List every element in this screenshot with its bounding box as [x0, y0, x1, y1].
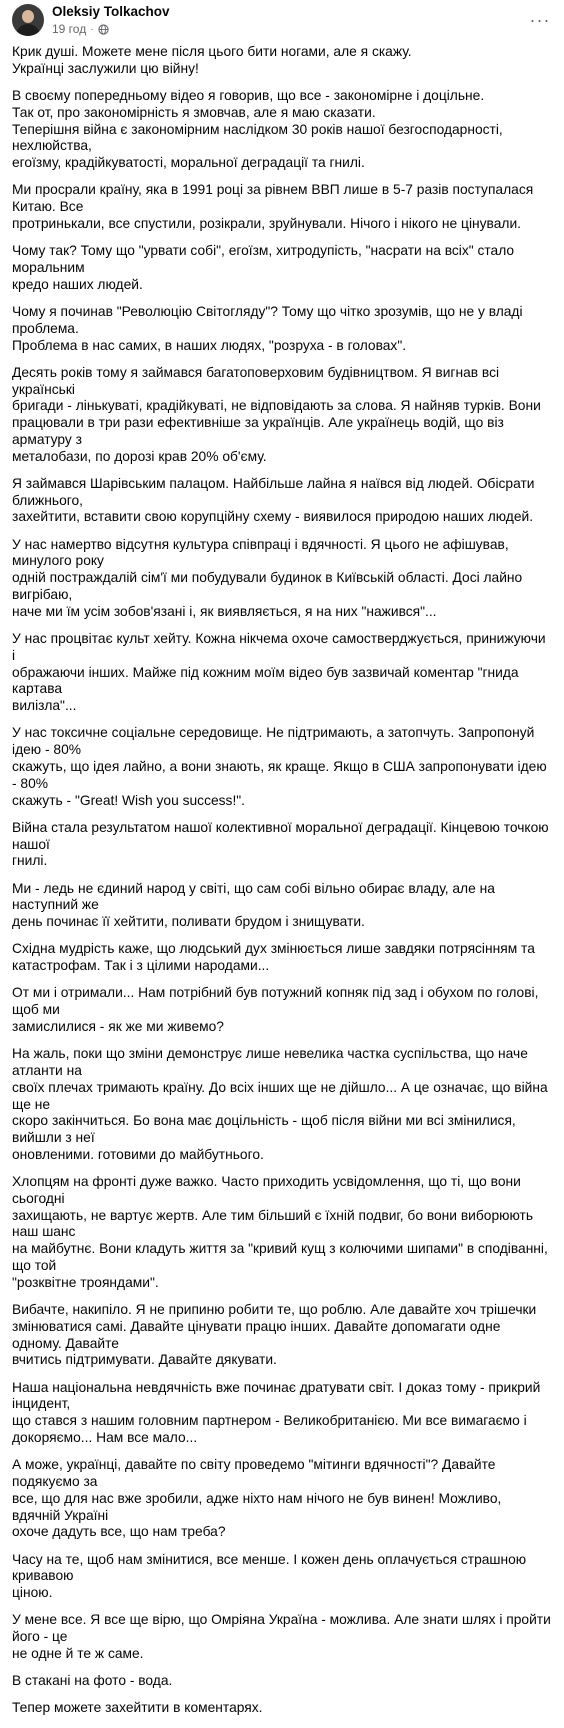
- author-name[interactable]: Oleksiy Tolkachov: [52, 4, 170, 19]
- post-paragraph: [12, 1700, 552, 1717]
- meta-separator: ·: [90, 23, 94, 35]
- post-line: захищають, не вартує жертв. Але тим більший є їхній подвиг, бо вони виборюють наш шанс: [12, 1207, 534, 1240]
- post-line: В своєму попередньому відео я говорив, що все - закономірне і доцільне.: [12, 87, 485, 103]
- post-paragraph: [12, 476, 552, 526]
- post-line: У нас токсичне соціальне середовище. Не підтримають, а затопчуть. Запропонуй ідею - 80%: [12, 725, 535, 758]
- post-paragraph: [12, 941, 552, 975]
- post-line: Проблема в нас самих, в наших людях, "розруха - в головах".: [12, 337, 407, 353]
- post-line: кредо наших людей.: [12, 276, 143, 292]
- post-line: егоїзму, крадійкуватості, моральної деградації та гнилі.: [12, 155, 365, 171]
- post-time[interactable]: 19 год: [52, 22, 87, 36]
- post-line: не одне й те ж саме.: [12, 1645, 144, 1661]
- post-line: От ми і отримали... Нам потрібний був потужний копняк під зад і обухом по голові, щоб ми: [12, 985, 539, 1018]
- post-paragraph: [12, 243, 552, 293]
- more-options-button[interactable]: ···: [529, 9, 551, 30]
- post-paragraph: [12, 44, 552, 78]
- post-header: [0, 0, 564, 40]
- post-line: У нас намертво відсутня культура співпраці і вдячності. Я цього не афішував, минулого року: [12, 536, 509, 569]
- post-line: докоряємо... Нам все мало...: [12, 1430, 198, 1446]
- post-line: Наша національна невдячність вже починає дратувати світ. І доказ тому - прикрий інцидент,: [12, 1379, 541, 1412]
- post-line: бригади - лінькуваті, крадійкуваті, не відповідають за слова. Я найняв турків. Вони: [12, 398, 541, 414]
- post-line: Війна стала результатом нашої колективної моральної деградації. Кінцевою точкою нашої: [12, 819, 549, 852]
- post-line: скажуть - "Great! Wish you success!".: [12, 792, 246, 808]
- post-line: вчитись підтримувати. Давайте дякувати.: [12, 1352, 277, 1368]
- post-paragraph: [12, 537, 552, 621]
- post-line: змінюватися самі. Давайте цінувати працю інших. Давайте допомагати одне одному. Давайте: [12, 1318, 501, 1351]
- post-line: Українці заслужили цю війну!: [12, 60, 199, 76]
- post-line: на майбутнє. Вони кладуть життя за "кривий кущ з колючими шипами" в сподіванні, що той: [12, 1241, 548, 1274]
- post-paragraph: [12, 881, 552, 931]
- post-line: працювали в три рази ефективніше за українців. Але українець водій, що віз арматуру з: [12, 415, 504, 447]
- post-line: Крик душі. Можете мене після цього бити ногами, але я скажу.: [12, 44, 412, 59]
- post-paragraph: [12, 1174, 552, 1292]
- post-line: Чому я починав "Революцію Світогляду"? Тому що чітко зрозумів, що не у владі проблема.: [12, 303, 523, 336]
- post-line: Так от, про закономірність я змовчав, але я маю сказати.: [12, 104, 376, 120]
- post-paragraph: [12, 1380, 552, 1447]
- post-line: одній постраждалій сім'ї ми побудували будинок в Київській області. Досі лайно вигрібаю,: [12, 570, 523, 603]
- post-line: У мене все. Я все ще вірю, що Омріяна Україна - можлива. Але знати шлях і пройти його - це: [12, 1612, 551, 1645]
- post-line: Чому так? Тому що "урвати собі", егоїзм, хитродупість, "насрати на всіх" стало моральним: [12, 243, 515, 275]
- post-line: ображаючи інших. Майже під кожним моїм відео був зазвичай коментар "гнида картава: [12, 664, 519, 697]
- post-meta: [52, 22, 109, 36]
- post-paragraph: [12, 820, 552, 870]
- post-line: що стався з нашим головним партнером - Великобританією. Ми все вимагаємо і: [12, 1413, 527, 1429]
- post-line: замислилися - як же ми живемо?: [12, 1018, 224, 1034]
- post-line: Хлопцям на фронті дуже важко. Часто приходить усвідомлення, що ті, що вони сьогодні: [12, 1174, 521, 1206]
- post-paragraph: [12, 985, 552, 1035]
- post-line: протринькали, все спустили, розікрали, зруйнували. Нічого і нікого не цінували.: [12, 215, 521, 231]
- post-line: Теперішня війна є закономірним наслідком 30 років нашої безгосподарності, нехлюйства,: [12, 121, 503, 154]
- post-line: захейтити, вставити свою корупційну схему - виявилося природою наших людей.: [12, 509, 534, 525]
- post-paragraph: [12, 1673, 552, 1690]
- avatar-head: [22, 10, 34, 23]
- post-line: оновленими. готовими до майбутнього.: [12, 1146, 264, 1162]
- post-line: У нас процвітає культ хейту. Кожна нікчема охоче самостверджується, принижуючи і: [12, 631, 546, 663]
- post-line: вилізла"...: [12, 698, 77, 714]
- globe-icon[interactable]: [98, 24, 109, 35]
- post-line: скоро закінчиться. Бо вона має доцільність - щоб після війни ми всі змінилися, вийшли з неї: [12, 1113, 516, 1146]
- post-paragraph: [12, 1046, 552, 1164]
- post-line: Тепер можете захейтити в коментарях.: [12, 1700, 263, 1716]
- post-line: Я займався Шарівським палацом. Найбільше лайна я наївся від людей. Обісрати ближнього,: [12, 475, 535, 508]
- post-line: охоче дадуть все, що нам треба?: [12, 1524, 226, 1540]
- avatar-shoulders: [16, 24, 40, 36]
- post-paragraph: [12, 1302, 552, 1369]
- post-paragraph: [12, 1552, 552, 1602]
- post-line: Східна мудрість каже, що людський дух змінюється лише завдяки потрясінням та: [12, 941, 535, 957]
- post-line: Десять років тому я займався багатоповерховим будівництвом. Я вигнав всі українські: [12, 364, 500, 397]
- post-line: Ми - ледь не єдиний народ у світі, що сам собі вільно обирає владу, але на наступний же: [12, 880, 495, 913]
- post-paragraph: [12, 1612, 552, 1662]
- post-line: своїх плечах тримають країну. До всіх інших ще не дійшло... А це означає, що війна ще не: [12, 1079, 548, 1112]
- post-line: В стакані на фото - вода.: [12, 1673, 173, 1689]
- post-paragraph: [12, 88, 552, 172]
- post-line: день починає її хейтити, поливати брудом і знищувати.: [12, 914, 365, 930]
- post-paragraph: [12, 1457, 552, 1541]
- post-body: [12, 44, 552, 1728]
- post-paragraph: [12, 631, 552, 715]
- post-paragraph: [12, 304, 552, 354]
- avatar[interactable]: [12, 4, 44, 36]
- post-line: скажуть, що ідея лайно, а вони знають, як краще. Якщо в США запропонувати ідею - 80%: [12, 759, 547, 791]
- post-line: Вибачте, накипіло. Я не припиню робити те, що роблю. Але давайте хоч трішечки: [12, 1302, 537, 1318]
- post-line: ціною.: [12, 1585, 53, 1601]
- post-paragraph: [12, 182, 552, 232]
- post-paragraph: [12, 725, 552, 809]
- post-line: А може, українці, давайте по світу проведемо "мітинги вдячності"? Давайте подякуємо за: [12, 1457, 496, 1489]
- post-line: Ми просрали країну, яка в 1991 році за рівнем ВВП лише в 5-7 разів поступалася Китаю. Все: [12, 182, 534, 215]
- post-line: На жаль, поки що зміни демонструє лише невелика частка суспільства, що наче атланти на: [12, 1046, 528, 1078]
- post-line: наче ми їм усім зобов'язані і, як виявляється, я на них "нажився"...: [12, 603, 437, 619]
- post-line: металобази, по дорозі крав 20% об'єму.: [12, 448, 267, 464]
- post-line: катастрофам. Так і з цілими народами...: [12, 958, 270, 974]
- post-line: Часу на те, щоб нам змінитися, все менше. І кожен день оплачується страшною кривавою: [12, 1551, 527, 1584]
- post-line: все, що для нас вже зробили, адже ніхто нам нічого не був винен! Можливо, вдячній Україні: [12, 1490, 502, 1523]
- post-line: "розквітне трояндами".: [12, 1274, 159, 1290]
- post-line: гнилі.: [12, 853, 48, 869]
- post-paragraph: [12, 365, 552, 466]
